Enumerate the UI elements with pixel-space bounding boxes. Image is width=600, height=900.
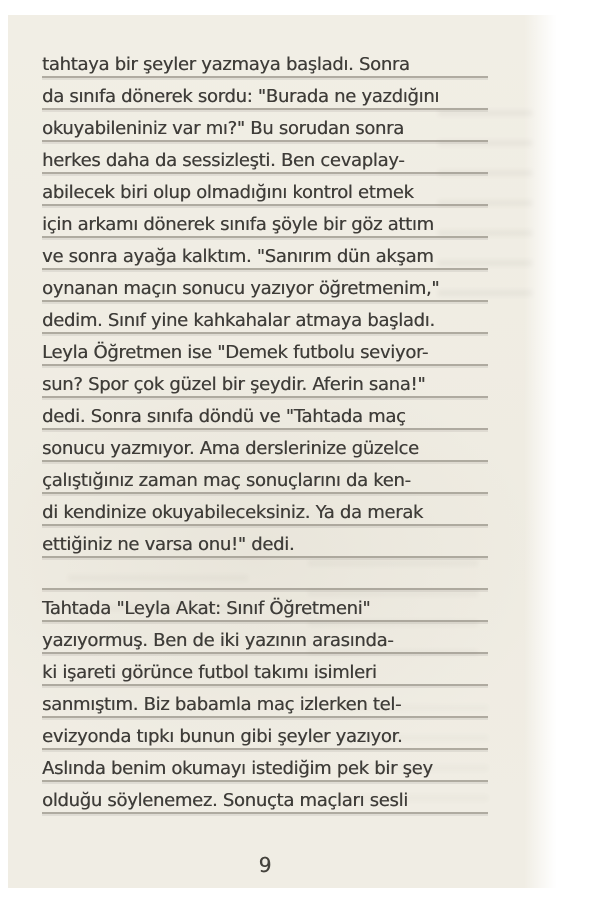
text-line: sun? Spor çok güzel bir şeydir. Aferin sana!" — [42, 366, 488, 398]
book-page — [8, 15, 556, 888]
text-line: ettiğiniz ne varsa onu!" dedi. — [42, 526, 488, 558]
text-line: için arkamı dönerek sınıfa şöyle bir göz attım — [42, 206, 488, 238]
text-line: okuyabileniniz var mı?" Bu sorudan sonra — [42, 110, 488, 142]
text-line: ve sonra ayağa kalktım. "Sanırım dün akşam — [42, 238, 488, 270]
text-line: evizyonda tıpkı bunun gibi şeyler yazıyor. — [42, 718, 488, 750]
text-line: çalıştığınız zaman maç sonuçlarını da ken- — [42, 462, 488, 494]
text-line: di kendinize okuyabileceksiniz. Ya da merak — [42, 494, 488, 526]
text-line: sanmıştım. Biz babamla maç izlerken tel- — [42, 686, 488, 718]
text-line: oynanan maçın sonucu yazıyor öğretmenim," — [42, 270, 488, 302]
text-line: dedim. Sınıf yine kahkahalar atmaya başladı. — [42, 302, 488, 334]
text-line: Aslında benim okumayı istediğim pek bir şey — [42, 750, 488, 782]
text-line: tahtaya bir şeyler yazmaya başladı. Sonra — [42, 46, 488, 78]
text-line: dedi. Sonra sınıfa döndü ve "Tahtada maç — [42, 398, 488, 430]
text-line: herkes daha da sessizleşti. Ben cevaplay- — [42, 142, 488, 174]
text-line: da sınıfa dönerek sordu: "Burada ne yazdığını — [42, 78, 488, 110]
text-block — [42, 46, 488, 814]
text-line: olduğu söylenemez. Sonuçta maçları sesli — [42, 782, 488, 814]
text-line: Tahtada "Leyla Akat: Sınıf Öğretmeni" — [42, 590, 488, 622]
text-line: abilecek biri olup olmadığını kontrol etmek — [42, 174, 488, 206]
text-line: Leyla Öğretmen ise "Demek futbolu seviyor- — [42, 334, 488, 366]
text-line: ki işareti görünce futbol takımı isimleri — [42, 654, 488, 686]
page-number: 9 — [258, 853, 272, 877]
text-line: yazıyormuş. Ben de iki yazının arasında- — [42, 622, 488, 654]
text-line: sonucu yazmıyor. Ama derslerinize güzelce — [42, 430, 488, 462]
text-line-blank — [42, 558, 488, 590]
